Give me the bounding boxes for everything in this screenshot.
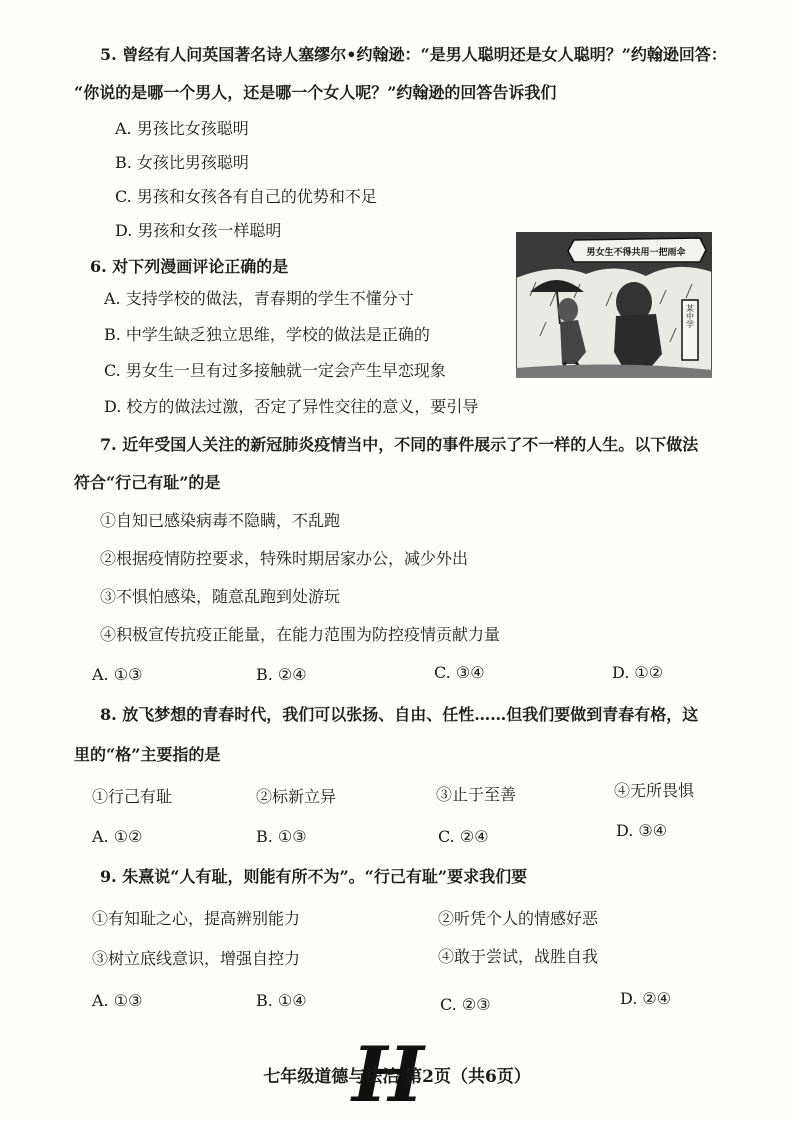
q7-item-1: ①自知已感染病毒不隐瞒，不乱跑	[100, 511, 341, 530]
q5-option-d: D. 男孩和女孩一样聪明	[115, 221, 282, 240]
q6-option-b: B. 中学生缺乏独立思维，学校的做法是正确的	[104, 325, 430, 344]
q8-item-3: ③止于至善	[436, 785, 517, 804]
q5-option-b: B. 女孩比男孩聪明	[115, 153, 249, 172]
q7-stem-line2: 符合“行己有耻”的是	[74, 473, 221, 492]
q5-option-c: C. 男孩和女孩各有自己的优势和不足	[115, 187, 377, 206]
q9-option-b: B. ①④	[256, 991, 307, 1010]
q6-option-a: A. 支持学校的做法，青春期的学生不懂分寸	[104, 289, 414, 308]
q8-item-1: ①行己有耻	[92, 787, 173, 806]
q9-option-a: A. ①③	[92, 991, 143, 1010]
q9-stem: 9. 朱熹说“人有耻，则能有所不为”。“行己有耻”要求我们要	[100, 867, 528, 886]
q8-option-c: C. ②④	[438, 827, 489, 846]
page-watermark-letter: H	[352, 1030, 424, 1119]
q6-option-c: C. 男女生一旦有过多接触就一定会产生早恋现象	[104, 361, 446, 380]
q6-cartoon	[516, 232, 712, 378]
q9-item-2: ②听凭个人的情感好恶	[438, 909, 599, 928]
q7-item-2: ②根据疫情防控要求，特殊时期居家办公，减少外出	[100, 549, 469, 568]
q5-stem-line1: 5. 曾经有人问英国著名诗人塞缪尔•约翰逊：“是男人聪明还是女人聪明？”约翰逊回答：	[100, 45, 727, 64]
q9-option-c: C. ②③	[440, 995, 491, 1014]
q9-item-1: ①有知耻之心，提高辨别能力	[92, 909, 301, 928]
page-footer: 七年级道德与法治 第2页（共6页）	[263, 1067, 531, 1087]
q8-item-4: ④无所畏惧	[614, 781, 695, 800]
q8-stem-line1: 8. 放飞梦想的青春时代，我们可以张扬、自由、任性……但我们要做到青春有格，这	[100, 705, 699, 724]
q8-stem-line2: 里的“格”主要指的是	[74, 745, 221, 764]
q7-item-3: ③不惧怕感染，随意乱跑到处游玩	[100, 587, 341, 606]
q9-item-3: ③树立底线意识，增强自控力	[92, 949, 301, 968]
cartoon-banner-text: 男女生不得共用一把雨伞	[586, 248, 686, 258]
cartoon-sign-text: 某中学	[685, 304, 695, 328]
q5-stem-line2: “你说的是哪一个男人，还是哪一个女人呢？”约翰逊的回答告诉我们	[74, 83, 557, 102]
q7-option-b: B. ②④	[256, 665, 307, 684]
q6-stem: 6. 对下列漫画评论正确的是	[90, 257, 289, 276]
q7-option-a: A. ①③	[92, 665, 143, 684]
q7-option-d: D. ①②	[612, 663, 664, 682]
q9-option-d: D. ②④	[620, 989, 672, 1008]
q8-option-a: A. ①②	[92, 827, 143, 846]
q7-item-4: ④积极宣传抗疫正能量，在能力范围为防控疫情贡献力量	[100, 625, 501, 644]
q6-option-d: D. 校方的做法过激，否定了异性交往的意义，要引导	[104, 397, 479, 416]
q8-item-2: ②标新立异	[256, 787, 337, 806]
q5-option-a: A. 男孩比女孩聪明	[115, 119, 249, 138]
q9-item-4: ④敢于尝试，战胜自我	[438, 947, 599, 966]
q8-option-b: B. ①③	[256, 827, 307, 846]
q7-stem-line1: 7. 近年受国人关注的新冠肺炎疫情当中，不同的事件展示了不一样的人生。以下做法	[100, 435, 699, 454]
q7-option-c: C. ③④	[434, 663, 485, 682]
q8-option-d: D. ③④	[616, 821, 668, 840]
cartoon-illustration	[516, 232, 712, 378]
